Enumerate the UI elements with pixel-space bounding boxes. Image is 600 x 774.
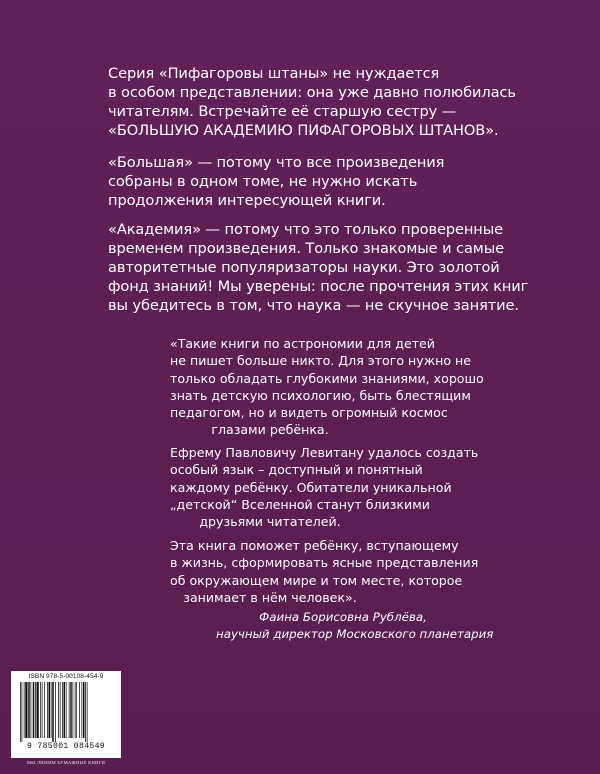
text-line: „детской“ Вселенной станут близкими (170, 496, 430, 512)
text-line: знать детскую психологию, быть блестящим (170, 387, 471, 403)
text-line: «Такие книги по астрономии для детей (170, 336, 435, 351)
barcode-bar (75, 682, 76, 738)
text-line: авторитетные популяризаторы науки. Это золотой (108, 259, 500, 276)
barcode-bar (47, 682, 48, 738)
text-line: занимает в нём человек». (183, 589, 357, 605)
barcode-bar (31, 682, 32, 738)
text-line: собраны в одном томе, не нужно искать (108, 173, 418, 190)
text-line: Ефрему Павловичу Левитану удалось создать (170, 445, 479, 460)
barcode-bar (76, 682, 77, 738)
text-line: в жизнь, сформировать ясные представления (170, 555, 479, 571)
quote-attribution (216, 609, 494, 643)
text-line: об окружающем мире и том месте, которое (170, 572, 463, 588)
attribution-title: научный директор Московского планетария (216, 627, 494, 641)
quote-paragraph-3 (170, 537, 479, 606)
barcode-bar (62, 682, 63, 738)
text-line: временем произведения. Только знакомые и самые (108, 240, 505, 257)
intro-paragraph-big (108, 153, 444, 210)
barcode-bar (66, 682, 67, 738)
barcode-bar (22, 682, 23, 742)
barcode-bar (60, 682, 61, 738)
text-line: читателям. Встречайте её старшую сестру — (108, 103, 457, 120)
quote-paragraph-1 (170, 335, 484, 439)
text-line: друзьями читателей. (199, 514, 341, 530)
barcode-bar (28, 682, 30, 738)
text-line: не пишет больше никто. Для этого нужно не (170, 353, 472, 369)
isbn-label: ISBN 978-5-00108-454-9 (28, 673, 104, 680)
barcode-bar (20, 682, 21, 742)
barcode-digits: 9 785001 084549 (26, 742, 105, 751)
intro-paragraph-series (108, 64, 516, 140)
barcode-bar (64, 682, 66, 738)
text-line: в особом представлении: она уже давно полюбилась (108, 84, 516, 101)
barcode-bar (25, 682, 27, 738)
barcode-bar (40, 682, 41, 738)
barcode-bar (82, 682, 83, 738)
barcode-bar (49, 682, 51, 738)
barcode-bar (79, 682, 80, 738)
barcode-bar (87, 682, 88, 742)
barcode-bar (52, 682, 54, 742)
text-line: каждому ребёнку. Обитатели уникальной (170, 479, 452, 495)
barcode-bar (42, 682, 43, 738)
barcode-bar (55, 682, 56, 742)
text-line: глазами ребёнка. (211, 422, 329, 438)
quote-paragraph-2 (170, 444, 479, 530)
text-line: особый язык – доступный и понятный (170, 462, 423, 478)
text-line: «Академия» — потому что это только проверенные (108, 221, 504, 238)
isbn-barcode (11, 671, 121, 758)
barcode-bar (70, 682, 72, 738)
attribution-name: Фаина Борисовна Рублёва, (259, 610, 427, 624)
publisher-tagline: МЫ ЛЮБИМ БУМАЖНЫЕ КНИГИ (26, 760, 106, 765)
barcode-bar (33, 682, 35, 738)
text-line: только обладать глубокими знаниями, хорошо (170, 370, 484, 386)
text-line: «БОЛЬШУЮ АКАДЕМИЮ ПИФАГОРОВЫХ ШТАНОВ». (108, 122, 499, 139)
barcode-bar (37, 682, 39, 738)
text-line: фонд знаний! Мы уверены: после прочтения этих книг (108, 278, 529, 295)
barcode-bar (73, 682, 74, 738)
barcode-bar (85, 682, 86, 742)
text-line: Серия «Пифагоровы штаны» не нуждается (108, 65, 440, 82)
text-line: продолжения интересующей книги. (108, 192, 386, 209)
text-line: «Большая» — потому что все произведения (108, 154, 445, 171)
text-line: вы убедитесь в том, что наука — не скучное занятие. (108, 297, 519, 314)
text-line: Эта книга поможет ребёнку, вступающему (170, 538, 459, 553)
text-line: педагогом, но и видеть огромный космос (170, 405, 448, 421)
barcode-bar (24, 682, 25, 738)
barcode-bar (35, 682, 36, 738)
barcode-bar (83, 682, 85, 738)
barcode-bar (58, 682, 59, 738)
barcode-bar (69, 682, 70, 738)
intro-paragraph-academy (108, 220, 528, 315)
barcode-bar (51, 682, 52, 738)
barcode-bar (44, 682, 45, 738)
barcode-bars (18, 682, 114, 742)
